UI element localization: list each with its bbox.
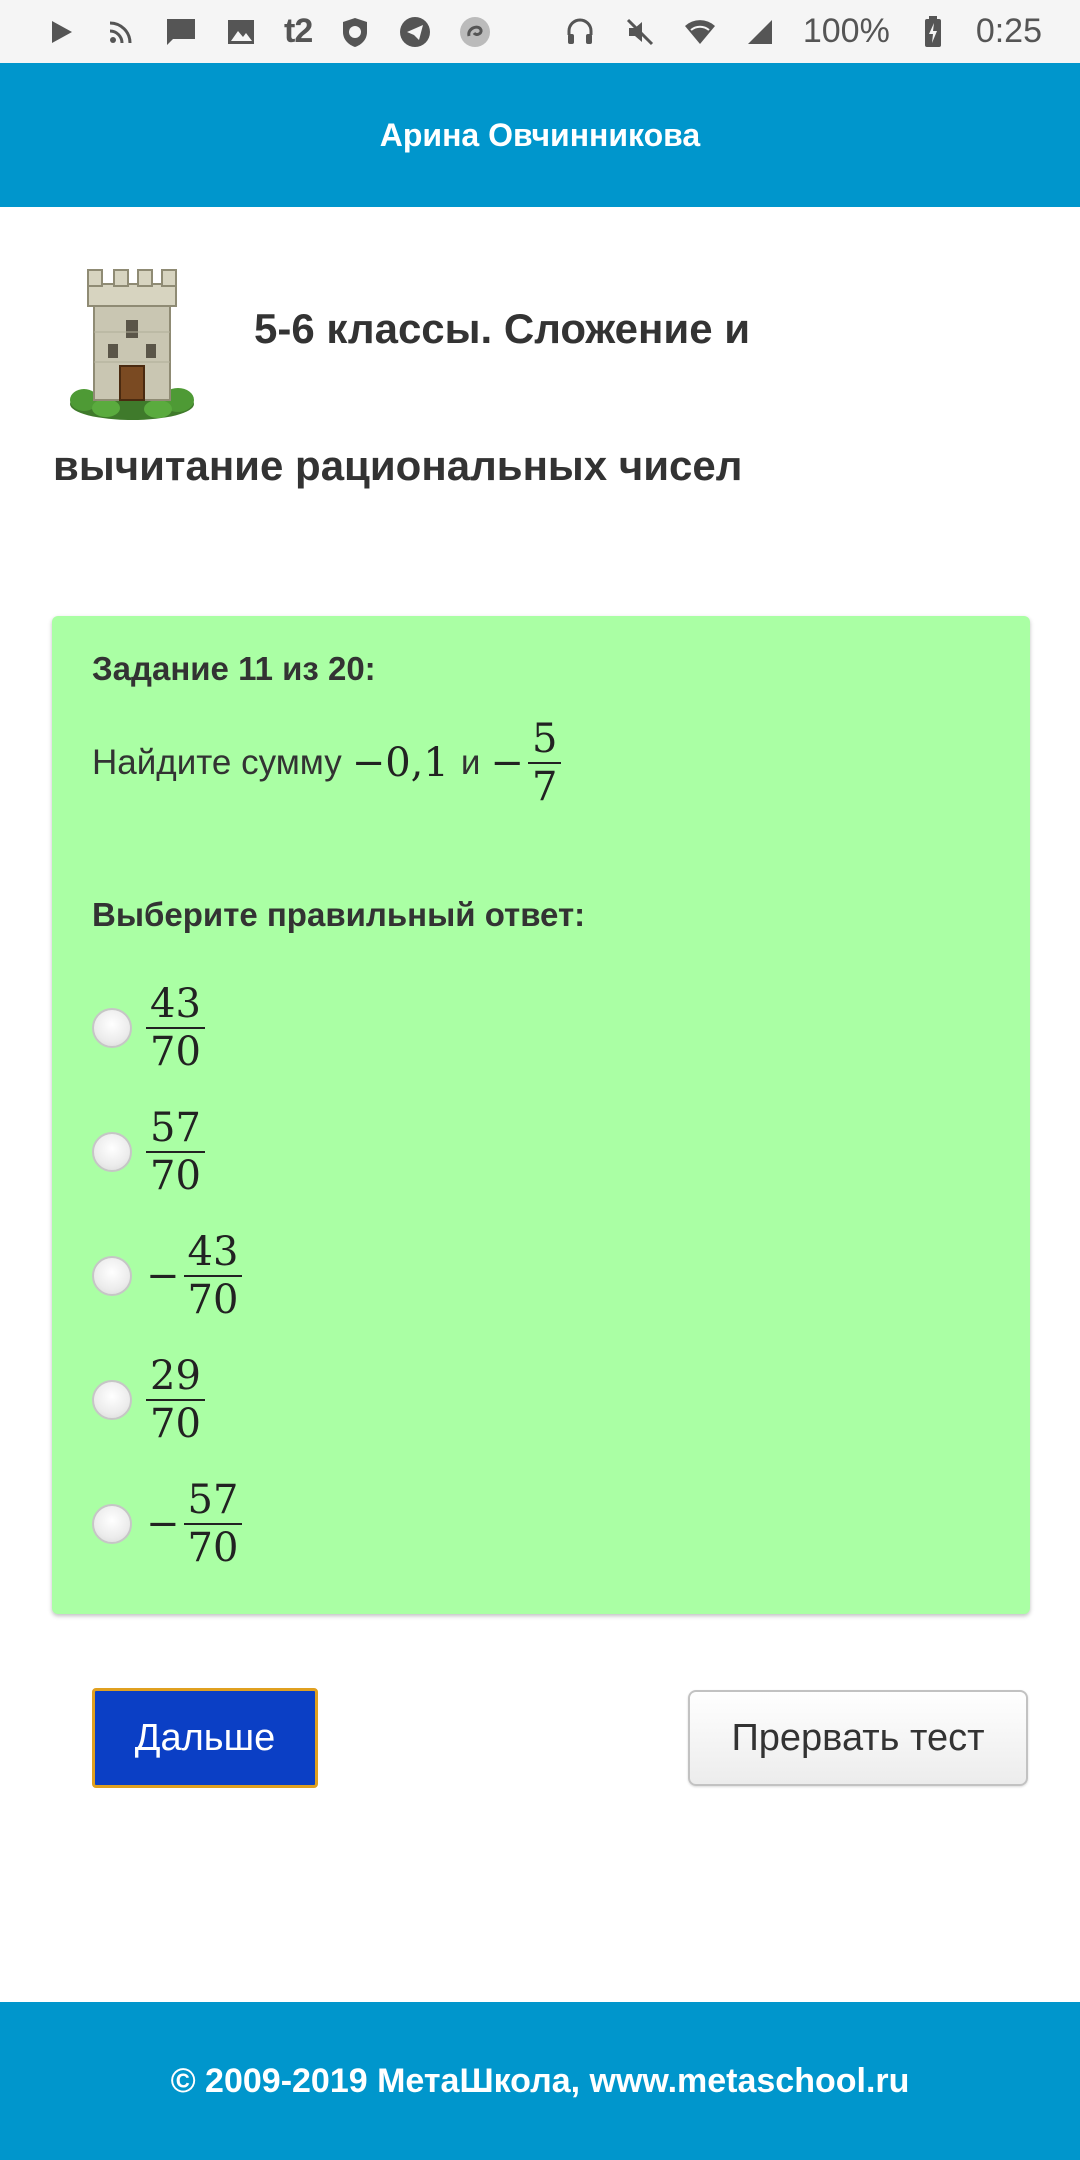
answer-denominator: 70	[150, 1029, 201, 1075]
message-icon	[164, 15, 198, 49]
next-button[interactable]: Дальше	[92, 1688, 318, 1788]
prompt-text: Найдите сумму	[92, 743, 342, 782]
value-b-denominator: 7	[531, 764, 558, 810]
answer-numerator: 29	[146, 1355, 205, 1401]
answer-fraction	[184, 1231, 243, 1321]
answer-denominator: 70	[187, 1525, 239, 1571]
answer-radio[interactable]	[92, 1256, 132, 1296]
status-bar	[0, 0, 1080, 63]
value-a: −0,1	[351, 740, 449, 786]
image-icon	[224, 15, 258, 49]
answer-option[interactable]	[92, 966, 242, 1090]
answer-radio[interactable]	[92, 1132, 132, 1172]
question-panel	[52, 616, 1030, 1614]
answer-fraction	[146, 983, 205, 1073]
question-prompt	[92, 718, 561, 808]
signal-icon	[743, 15, 777, 49]
swirl-icon	[458, 15, 492, 49]
answer-numerator: 43	[146, 983, 205, 1029]
answer-denominator: 70	[150, 1401, 201, 1447]
answer-fraction	[184, 1479, 243, 1569]
play-icon	[44, 15, 78, 49]
answer-numerator: 57	[184, 1479, 243, 1525]
copyright-text: © 2009-2019 МетаШкола, www.metaschool.ru	[170, 2061, 910, 2100]
value-b-sign: −	[490, 740, 524, 786]
answer-numerator: 43	[184, 1231, 243, 1277]
battery-percent: 100%	[802, 12, 890, 50]
shield-icon	[338, 15, 372, 49]
status-bar-left	[44, 12, 492, 51]
tower-image	[66, 262, 206, 422]
status-bar-right	[563, 12, 1042, 51]
answer-radio[interactable]	[92, 1504, 132, 1544]
answer-numerator: 57	[146, 1107, 205, 1153]
answer-option[interactable]	[92, 1338, 242, 1462]
answer-option[interactable]	[92, 1090, 242, 1214]
prompt-conjunction: и	[460, 743, 481, 782]
answer-radio[interactable]	[92, 1380, 132, 1420]
answer-radio[interactable]	[92, 1008, 132, 1048]
wifi-icon	[683, 15, 717, 49]
user-name: Арина Овчинникова	[379, 116, 701, 153]
telegram-icon	[398, 15, 432, 49]
clock: 0:25	[975, 12, 1042, 50]
answer-sign: −	[146, 1501, 180, 1547]
answer-fraction	[146, 1107, 205, 1197]
answer-option[interactable]	[92, 1214, 242, 1338]
rss-icon	[104, 15, 138, 49]
answer-sign: −	[146, 1253, 180, 1299]
headset-icon	[563, 15, 597, 49]
value-b-fraction	[528, 718, 561, 808]
t2-icon: t2	[284, 12, 313, 50]
app-header	[0, 63, 1080, 207]
answer-denominator: 70	[150, 1153, 201, 1199]
answer-denominator: 70	[187, 1277, 239, 1323]
value-b-numerator: 5	[528, 718, 561, 764]
choose-answer-label: Выберите правильный ответ:	[92, 896, 586, 933]
answer-options	[92, 966, 242, 1586]
answer-fraction	[146, 1355, 205, 1445]
battery-icon	[916, 15, 950, 49]
test-title-line-2: вычитание рациональных чисел	[53, 442, 743, 489]
page-footer	[0, 2002, 1080, 2160]
abort-test-button[interactable]: Прервать тест	[688, 1690, 1028, 1786]
task-counter: Задание 11 из 20:	[92, 650, 376, 687]
answer-option[interactable]	[92, 1462, 242, 1586]
mute-icon	[623, 15, 657, 49]
test-title-line-1: 5-6 классы. Сложение и	[254, 305, 751, 352]
